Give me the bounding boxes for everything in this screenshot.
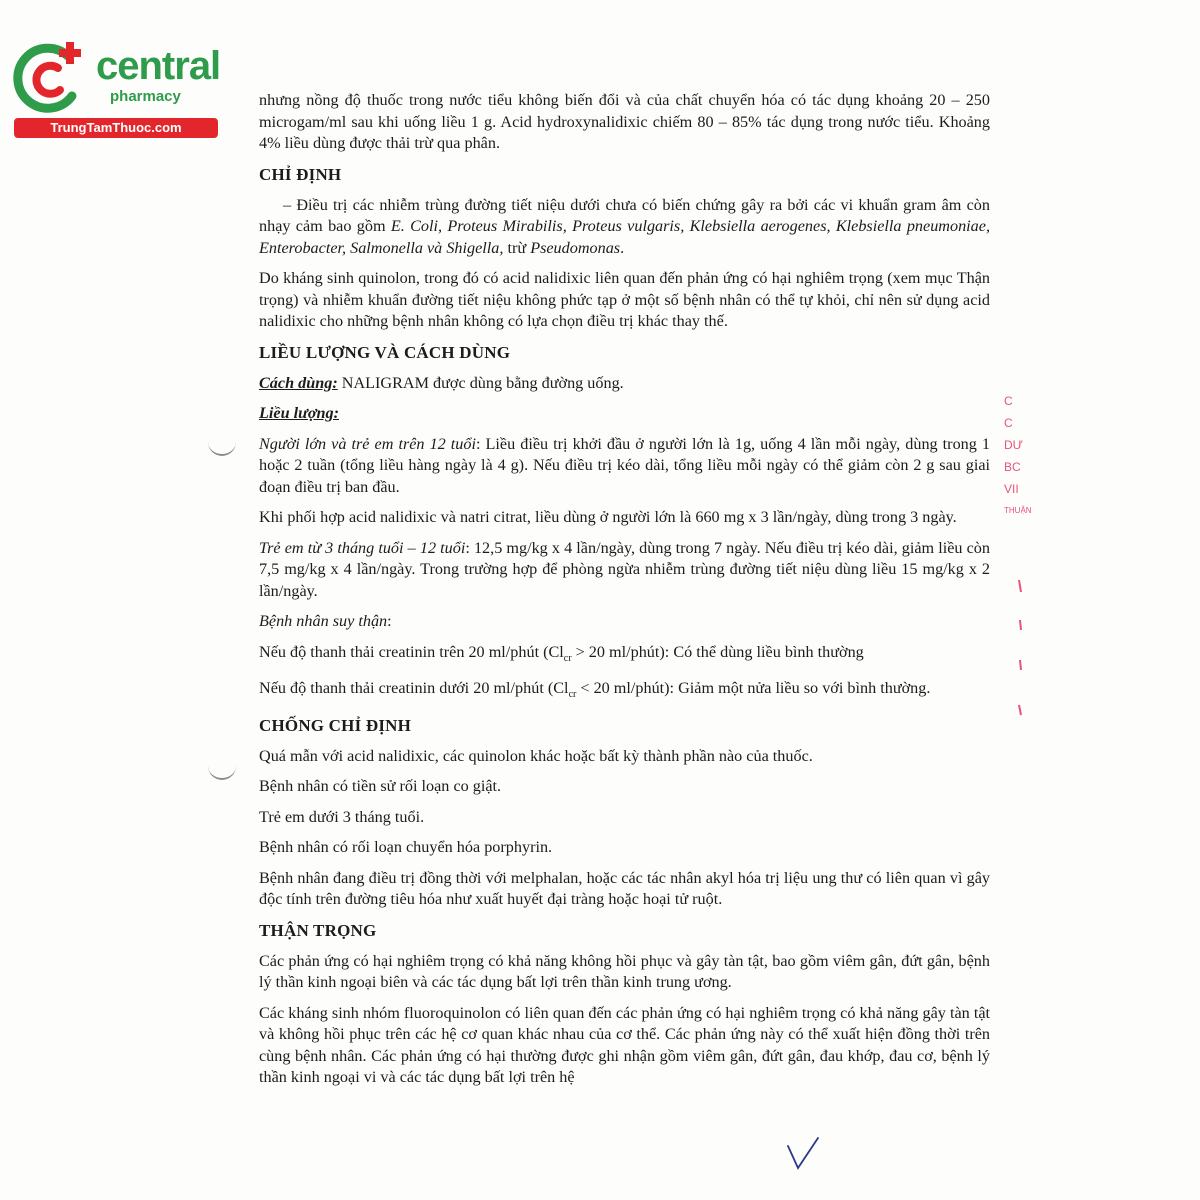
text: trừ xyxy=(503,238,531,257)
subheading: Liều lượng: xyxy=(259,404,339,422)
stamp-edge-marks xyxy=(1016,580,1026,720)
text: > 20 ml/phút): Có thể dùng liều bình thường xyxy=(571,642,864,661)
paragraph: nhưng nồng độ thuốc trong nước tiểu không biến đổi và của chất chuyển hóa có tác dụng khoảng 20 – 250 microgam/ml sau khi uống liều 1 g. Acid hydroxynalidixic chiếm 80 – 85% tác dụng trong nước tiểu. Khoảng 4% liều dùng được thải trừ qua phân. xyxy=(259,91,990,152)
paragraph xyxy=(259,373,990,395)
species-list: E. Coli, Proteus Mirabilis, Proteus vulgaris, Klebsiella aerogenes, Klebsiella pneumoniae, Enterobacter, Salmonella và Shigella, xyxy=(259,217,990,257)
stamp-text: DƯ xyxy=(1004,438,1023,452)
stamp-text: C xyxy=(1004,416,1013,430)
paragraph xyxy=(259,538,990,603)
species-excluded: Pseudomonas xyxy=(530,238,621,257)
paragraph: Khi phối hợp acid nalidixic và natri citrat, liều dùng ở người lớn là 660 mg x 3 lần/ngày, dùng trong 3 ngày. xyxy=(259,508,957,526)
text: : xyxy=(387,612,392,630)
official-stamp xyxy=(1004,390,1044,550)
section-heading: LIỀU LƯỢNG VÀ CÁCH DÙNG xyxy=(259,342,511,362)
section-heading: CHỐNG CHỈ ĐỊNH xyxy=(259,715,412,735)
logo-wordmark: central xyxy=(96,44,221,88)
logo-subtitle: pharmacy xyxy=(110,88,181,105)
document-body xyxy=(259,90,990,1098)
punch-mark xyxy=(208,764,236,780)
paragraph xyxy=(259,611,990,633)
text: Nếu độ thanh thải creatinin dưới 20 ml/phút (Cl xyxy=(259,679,569,698)
paragraph: Quá mẫn với acid nalidixic, các quinolon khác hoặc bất kỳ thành phần nào của thuốc. xyxy=(259,746,813,765)
paragraph: Các kháng sinh nhóm fluoroquinolon có liên quan đến các phản ứng có hại nghiêm trọng có khả năng gây tàn tật và không hồi phục trên các hệ cơ quan khác nhau của cơ thể. Các phản ứng này có thể xuất hiện đồng thời trên cùng bệnh nhân. Các phản ứng có hại thường được ghi nhận gồm viêm gân, đứt gân, đau khớp, đau cơ, bệnh lý thần kinh ngoại vi và các tác dụng bất lợi trên hệ xyxy=(259,1003,990,1087)
paragraph xyxy=(259,678,990,706)
paragraph: Trẻ em dưới 3 tháng tuổi. xyxy=(259,807,425,826)
paragraph xyxy=(259,195,990,260)
brand-logo xyxy=(10,38,221,138)
paragraph: Do kháng sinh quinolon, trong đó có acid nalidixic liên quan đến phản ứng có hại nghiêm trọng (xem mục Thận trọng) và nhiễm khuẩn đường tiết niệu không phức tạp ở một số bệnh nhân có thể tự khỏi, chỉ nên sử dụng acid nalidixic cho những bệnh nhân không có lựa chọn điều trị khác thay thế. xyxy=(259,269,990,330)
stamp-text: VII xyxy=(1004,482,1019,496)
subscript: cr xyxy=(568,689,577,701)
stamp-text: C xyxy=(1004,394,1013,408)
paragraph: Các phản ứng có hại nghiêm trọng có khả năng không hồi phục và gây tàn tật, bao gồm viêm gân, đứt gân, bệnh lý thần kinh ngoại biên và các tác dụng bất lợi trên thần kinh trung ương. xyxy=(259,951,990,992)
handwritten-check-icon xyxy=(784,1134,824,1174)
logo-url-badge: TrungTamThuoc.com xyxy=(14,118,218,138)
stamp-text: BC xyxy=(1004,460,1021,474)
stamp-text: THUẬN xyxy=(1004,506,1032,515)
text: NALIGRAM được dùng bằng đường uống. xyxy=(337,373,624,392)
label: Trẻ em từ 3 tháng tuổi – 12 tuổi xyxy=(259,538,466,557)
paragraph: Bệnh nhân có tiền sử rối loạn co giật. xyxy=(259,777,502,796)
subheading: Cách dùng: xyxy=(259,373,338,392)
label: Bệnh nhân suy thận xyxy=(259,612,388,630)
paragraph xyxy=(259,642,990,670)
punch-mark xyxy=(208,440,236,456)
paragraph: Bệnh nhân có rối loạn chuyển hóa porphyrin. xyxy=(259,838,553,857)
text: – Điều trị các nhiễm trùng đường tiết niệu dưới chưa có biến chứng gây ra bởi các vi khuẩn gram âm còn nhạy cảm bao gồm xyxy=(259,195,990,235)
text: Nếu độ thanh thải creatinin trên 20 ml/phút (Cl xyxy=(259,642,564,661)
subscript: cr xyxy=(563,652,572,664)
text: < 20 ml/phút): Giảm một nửa liều so với bình thường. xyxy=(576,679,931,698)
label: Người lớn và trẻ em trên 12 tuổi xyxy=(259,434,476,453)
text: : 12,5 mg/kg x 4 lần/ngày, dùng trong 7 ngày. Nếu điều trị kéo dài, giảm liều còn 7,5 mg/kg x 4 lần/ngày. Trong trường hợp để phòng ngừa nhiễm trùng đường tiết niệu dùng liều 15 mg/kg x 2 lần/ngày. xyxy=(259,538,990,600)
text: . xyxy=(620,238,625,257)
text: : Liều điều trị khởi đầu ở người lớn là 1g, uống 4 lần mỗi ngày, dùng trong 1 hoặc 2 tuần (tổng liều hàng ngày là 4 g). Nếu điều trị kéo dài, tổng liều mỗi ngày có thể giảm còn 2 g sau giai đoạn điều trị ban đầu. xyxy=(259,434,990,496)
paragraph xyxy=(259,403,990,425)
paragraph: Bệnh nhân đang điều trị đồng thời với melphalan, hoặc các tác nhân akyl hóa trị liệu ung thư có liên quan vì gây độc tính trên đường tiêu hóa như xuất huyết đại tràng hoặc hoại tử ruột. xyxy=(259,868,990,909)
paragraph xyxy=(259,434,990,499)
section-heading: THẬN TRỌNG xyxy=(259,920,377,940)
section-heading: CHỈ ĐỊNH xyxy=(259,164,342,184)
central-pharmacy-logo-icon xyxy=(10,38,90,118)
